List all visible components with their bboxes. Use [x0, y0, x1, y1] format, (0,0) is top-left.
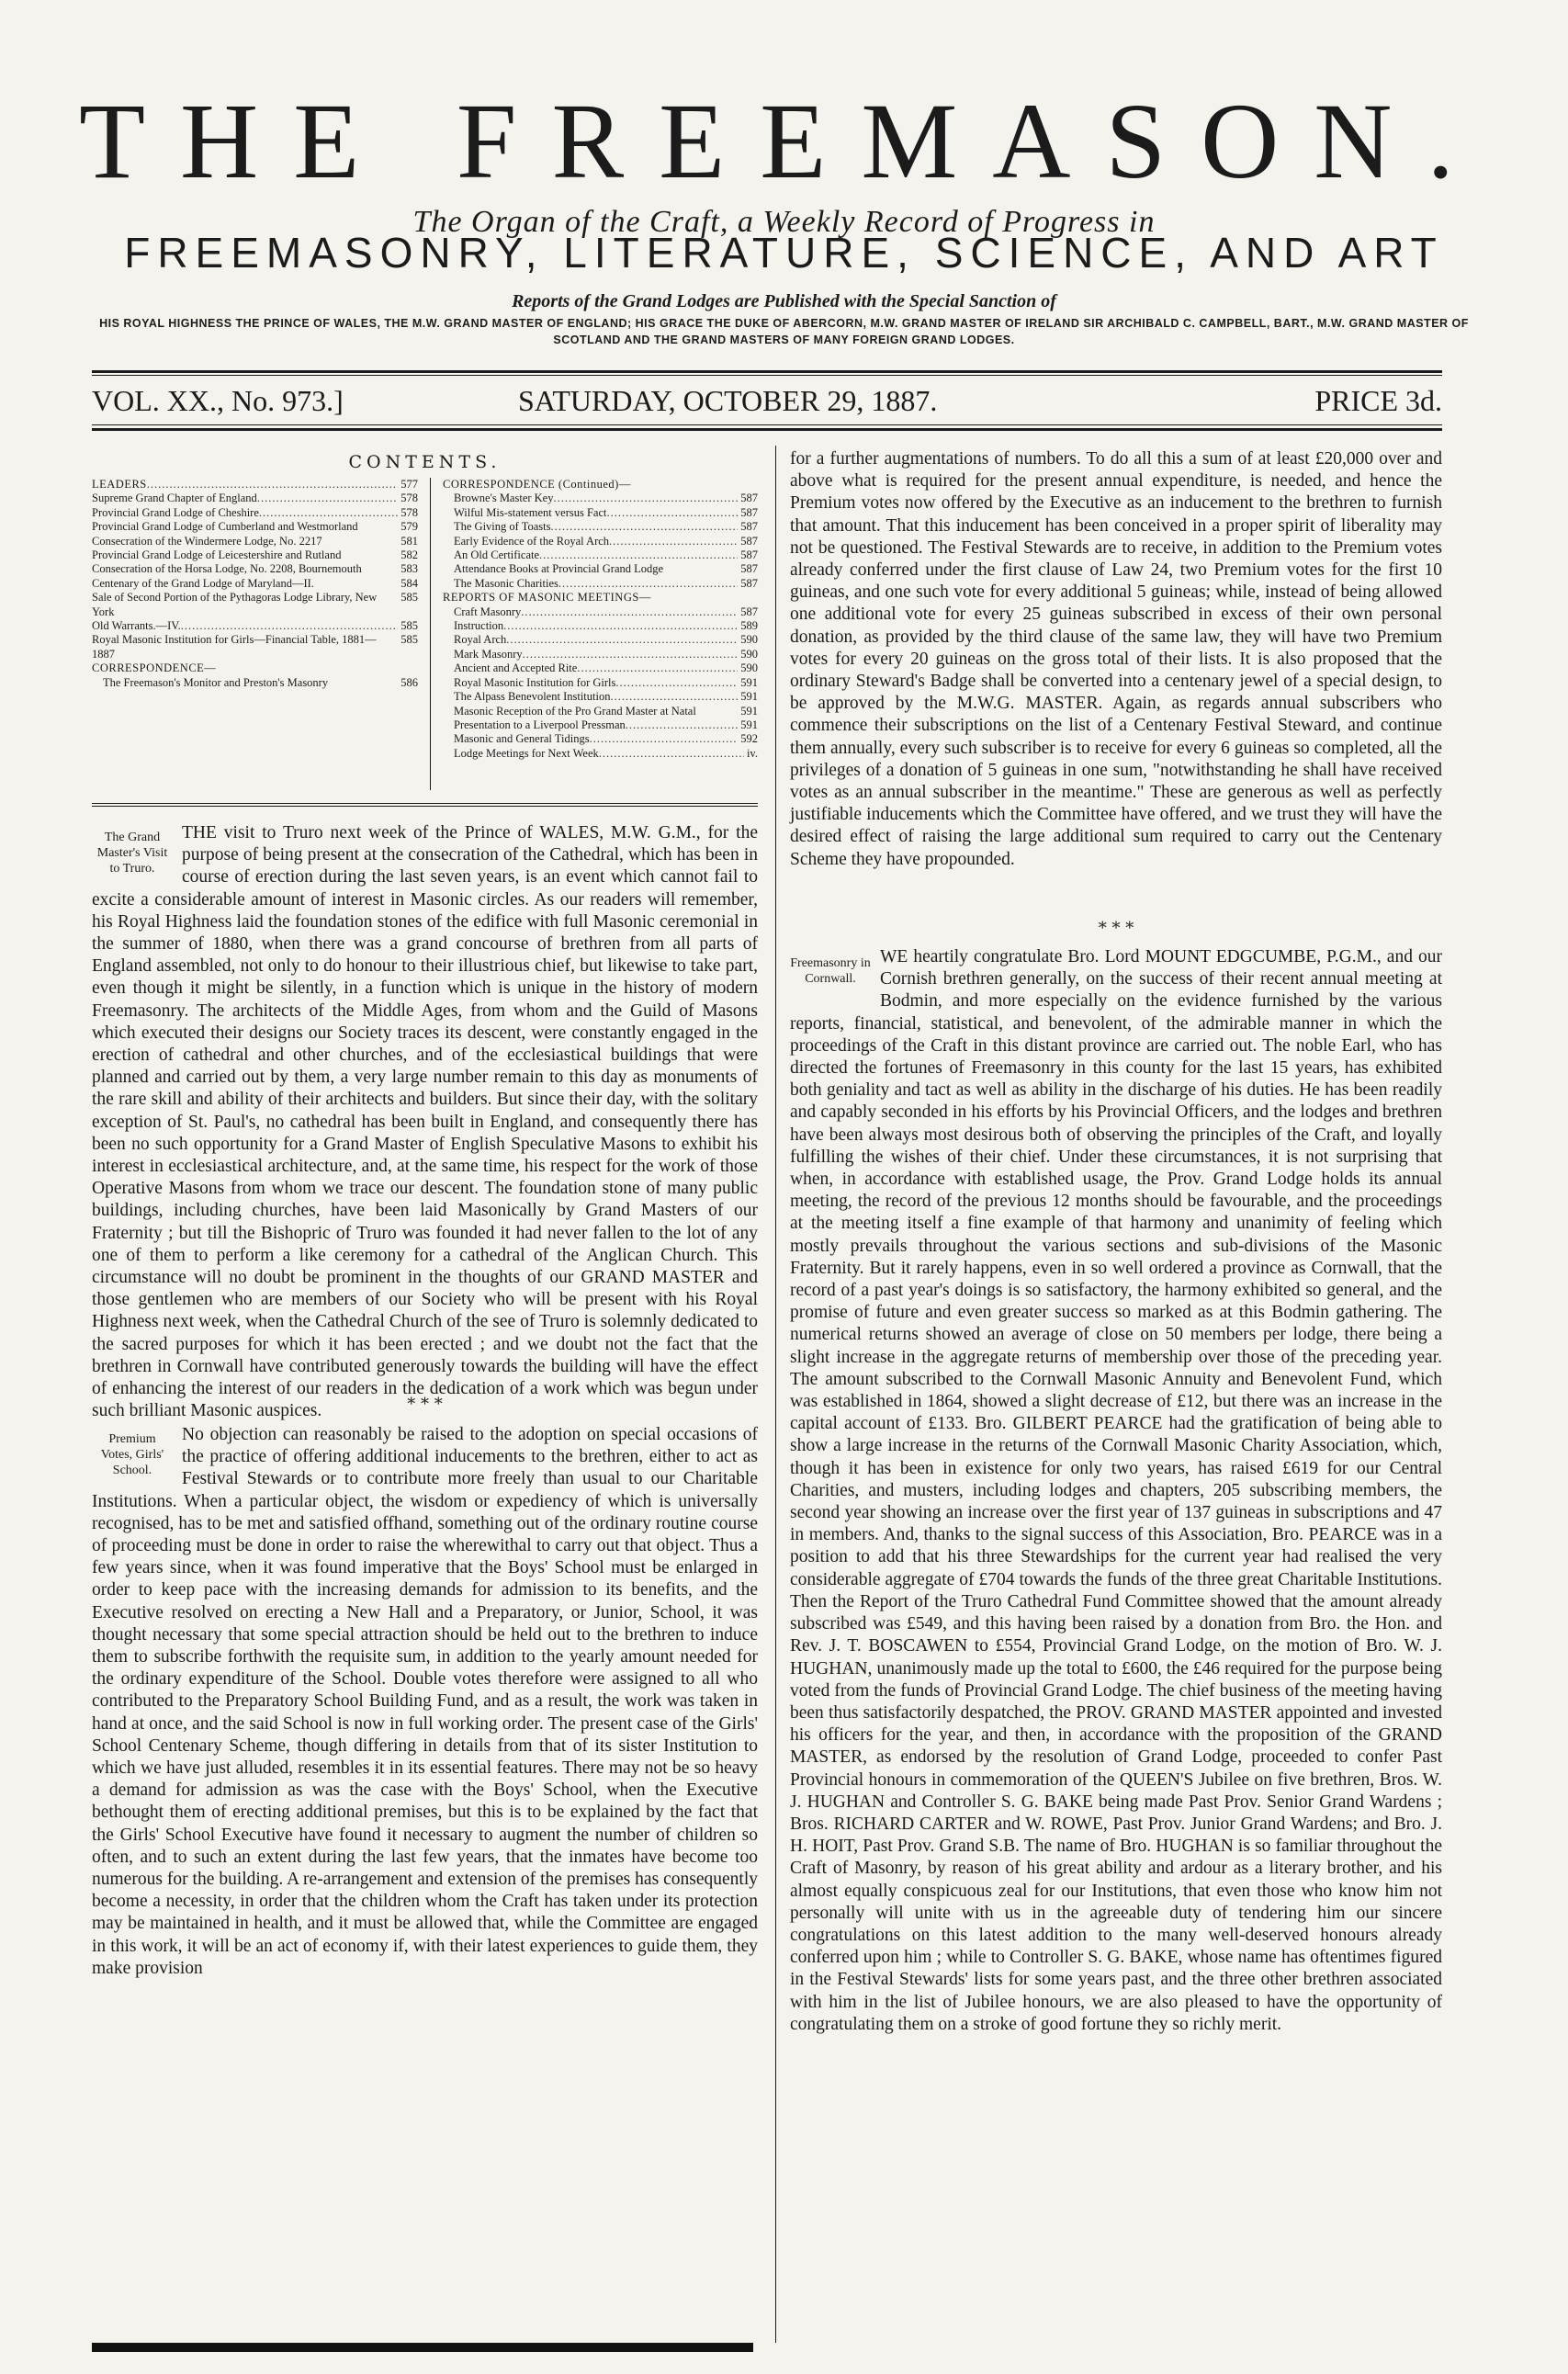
- toc-entry: Royal Masonic Institution for Girls ..... 591: [443, 676, 758, 690]
- article-premium-text: No objection can reasonably be raised to the adoption on special occasions of the practice of offering additional inducements to the brethren, either to act as Festival Stewards or to contribute more freely than usual to our Charitable Institutions. When a particular object, the wisdom or expediency of which is universally recognised, has to be met and satisfied offhand, something out of the ordinary routine course of proceeding must be done in order to raise the wherewithal to carry out that object. Thus a few years since, when it was found imperative that the Boys' School must be enlarged in order to keep pace with the increasing demands for admission to its benefits, and the Executive resolved on erecting a New Hall and a Preparatory, or Junior, School, it was thought necessary that some special attraction should be held out to the brethren to induce them to subscribe forthwith the requisite sum, in addition to the yearly amount needed for the ordinary expenditure of the School. Double votes therefore were assigned to all who contributed to the Preparatory School Building Fund, and as a result, the work was taken in hand at once, and the said School is now in full working order. The present case of the Girls' School Centenary Scheme, though differing in details from that of its sister Institution to which we have just alluded, resembles it in its essential features. There may not be so heavy a demand for admission as was the case with the Boys' School, when the Executive bethought them of erecting additional premises, but this is to be explained by the fact that the Girls' School Executive have found it necessary to augment the number of children so often, and to such an extent during the last few years, that the inmates have become too numerous for the building. A re-arrangement and extension of the premises has consequently become a necessity, in order that the children whom the Craft has taken under its protection may be maintained in health, and it must be allowed that, while the Committee are engaged in this work, it will be an act of economy if, with their latest experiences to guide them, they make provision: [92, 1425, 758, 1978]
- toc-entry: Ancient and Accepted Rite ..... 590: [443, 661, 758, 675]
- toc-entry: Instruction ..... 589: [443, 619, 758, 633]
- toc-entry: LEADERS ..... 577: [92, 478, 418, 492]
- article-truro: [92, 822, 758, 1422]
- toc-entry: CORRESPONDENCE (Continued)—: [443, 478, 631, 491]
- toc-entry: REPORTS OF MASONIC MEETINGS—: [443, 591, 651, 605]
- masthead-title: THE FREEMASON.: [78, 81, 1490, 201]
- sidenote-freemasonry-cornwall: Freemasonry in Cornwall.: [790, 956, 871, 986]
- masthead-organ-line: The Organ of the Craft, a Weekly Record of Progress in: [412, 205, 1156, 239]
- contents-divider: [430, 478, 431, 790]
- article-cornwall: [790, 946, 1442, 2343]
- toc-entry: Sale of Second Portion of the Pythagoras Lodge Library, New York 585: [92, 591, 418, 618]
- column-divider: [775, 446, 776, 2343]
- bottom-rule: [92, 2343, 753, 2352]
- toc-entry: Presentation to a Liverpool Pressman ..... 591: [443, 718, 758, 732]
- toc-entry: Craft Masonry ..... 587: [443, 605, 758, 619]
- contents-heading: CONTENTS.: [348, 452, 502, 472]
- article-truro-text: THE visit to Truro next week of the Prince of WALES, M.W. G.M., for the purpose of being present at the consecration of the Cathedral, which has been in course of erection during the last seven years, is an event which cannot fail to excite a considerable amount of interest in Masonic circles. As our readers will remember, his Royal Highness laid the foundation stones of the edifice with full Masonic ceremonial in the summer of 1880, when there was a grand concourse of brethren from all parts of England assembled, not only to do honour to their illustrious chief, but likewise to take part, even though it might be silently, in a function which is unique in the history of modern Freemasonry. The architects of the Middle Ages, from whom and the Guild of Masons which executed their designs our Society traces its descent, were constantly engaged in the erection of cathedral and other churches, and of the ecclesiastical buildings that were planned and carried out by them, a very large number remain to this day as monuments of the rare skill and ability of their architects and builders. But since their day, with the solitary exception of St. Paul's, no cathedral has been built in England, and consequently there has been no such opportunity for a Grand Master of English Speculative Masons to exhibit his interest in ecclesiastical architecture, and, at the same time, his respect for the work of those Operative Masons from whom we trace our descent. The foundation stone of many public buildings, including churches, have been laid Masonically by Grand Masters of our Fraternity ; but till the Bishopric of Truro was founded it had never fallen to the lot of any one of them to perform a like ceremony for a cathedral of the Anglican Church. This circumstance will no doubt be prominent in the thoughts of our GRAND MASTER and those gentlemen who are members of our Society who will be present with his Royal Highness next week, when the Cathedral Church of the see of Truro is solemnly dedicated to the sacred purposes for which it has been erected ; and we doubt not the fact that the brethren in Cornwall have contributed generously towards the building will have the effect of enhancing the interest of our readers in the dedication of a work which was begun under such brilliant Masonic auspices.: [92, 823, 758, 1421]
- article-premium-continued: [790, 448, 1442, 871]
- toc-entry: Old Warrants.—IV. ..... 585: [92, 619, 418, 633]
- toc-entry: Lodge Meetings for Next Week ..... iv.: [443, 747, 758, 761]
- toc-entry: Attendance Books at Provincial Grand Lodge 587: [454, 562, 758, 576]
- toc-entry: The Giving of Toasts ..... 587: [443, 520, 758, 534]
- toc-entry: Centenary of the Grand Lodge of Maryland—II. 584: [92, 576, 418, 590]
- toc-entry: Supreme Grand Chapter of England ..... 578: [92, 492, 418, 505]
- contents-left: [92, 478, 418, 690]
- ornament: * * *: [1098, 919, 1134, 938]
- toc-entry: Consecration of the Windermere Lodge, No. 2217 581: [92, 534, 418, 548]
- toc-entry: Masonic Reception of the Pro Grand Master at Natal 591: [454, 704, 758, 718]
- ornament: * * *: [407, 1395, 443, 1414]
- masthead-subtitle: FREEMASONRY, LITERATURE, SCIENCE, AND ART: [124, 229, 1444, 277]
- issue-price: PRICE 3d.: [1314, 384, 1442, 417]
- toc-entry: Masonic and General Tidings ..... 592: [443, 732, 758, 746]
- rule: [92, 803, 758, 804]
- toc-entry: Mark Masonry ..... 590: [443, 648, 758, 661]
- toc-entry: Royal Masonic Institution for Girls—Financial Table, 1881—1887 585: [92, 633, 418, 661]
- masthead-reports-line: Reports of the Grand Lodges are Published with the Special Sanction of: [512, 291, 1056, 311]
- sidenote-grand-master: The Grand Master's Visit to Truro.: [96, 831, 168, 876]
- toc-entry: CORRESPONDENCE—: [92, 661, 217, 675]
- sidenote-premium-votes: Premium Votes, Girls' School.: [100, 1432, 164, 1477]
- rule: [92, 370, 1442, 373]
- article-premium-continued-text: for a further augmentations of numbers. To do all this a sum of at least £20,000 over and above what is required for the present annual expenditure, is needed, and hence the Premium votes now offered by the Executive as an inducement to the brethren to furnish that amount. That this inducement has been conceived in a proper spirit of liberality may not be questioned. The Festival Stewards are to receive, in addition to the Premium votes already conferred under the first clause of Law 24, two Premium votes for the first 10 guineas, and one such vote for every additional 5 guineas; while, instead of being allowed one additional vote for every 25 guineas subscribed in excess of their own personal donation, as provided by the third clause of the same law, they will have two Premium votes for every 20 guineas on the gross total of their lists. It is also proposed that the ordinary Steward's Badge shall be converted into a centenary jewel of a special design, to be approved by the M.W.G. MASTER. Again, as regards annual subscribers who commence their subscriptions on the list of a Centenary Festival Steward, and continue them annually, every such subscriber is to receive for every 6 guineas so completed, all the privileges of a donation of 5 guineas in one sum, "notwithstanding he shall have received votes as an annual subscriber in the meantime." These are generous as well as perfectly justifiable inducements which the Committee have offered, and we trust they will have the desired effect of raising the large additional sum required to carry out the Centenary Scheme they have propounded.: [790, 449, 1442, 869]
- toc-entry: Provincial Grand Lodge of Leicestershire and Rutland 582: [92, 548, 418, 562]
- masthead-patrons: HIS ROYAL HIGHNESS THE PRINCE OF WALES, THE M.W. GRAND MASTER OF ENGLAND; HIS GRACE THE DUKE OF ABERCORN, M.W. GRAND MASTER OF IRELAND SIR ARCHIBALD C. CAMPBELL, BART., M.W. GRAND MASTER OF SCOTLAND AND THE GRAND MASTERS OF MANY FOREIGN GRAND LODGES.: [99, 317, 1469, 346]
- toc-entry: Early Evidence of the Royal Arch ..... 587: [443, 535, 758, 548]
- rule: [92, 424, 1442, 425]
- rule: [92, 806, 758, 807]
- toc-entry: An Old Certificate ..... 587: [443, 548, 758, 562]
- article-cornwall-text: WE heartily congratulate Bro. Lord MOUNT EDGCUMBE, P.G.M., and our Cornish brethren generally, on the success of their recent annual meeting at Bodmin, and more especially on the evidence furnished by the various reports, financial, statistical, and benevolent, of the admirable manner in which the proceedings of the Craft in this distant province are carried out. The noble Earl, who has directed the fortunes of Freemasonry in this county for the last 15 years, has exhibited both geniality and tact as well as ability in the discharge of his duties. He has been readily and capably seconded in his efforts by his Provincial Officers, and the lodges and brethren have been always most desirous both of observing the principles of the Craft, and loyally fulfilling the wishes of their chief. Under these circumstances, it is not surprising that when, in accordance with established usage, the Prov. Grand Lodge holds its annual meeting, the record of the previous 12 months should be favourable, and the proceedings at the meeting itself a fine example of that harmony and unanimity of feeling which mostly prevails throughout the various sections and sub-divisions of the Masonic Fraternity. But it rarely happens, even in so well ordered a province as Cornwall, that the record of a past year's doings is so satisfactory, the harmony exhibited so general, and the promise of future and even greater success so marked as at this Bodmin gathering. The numerical returns showed an average of close on 50 members per lodge, there being a slight increase in the aggregate returns of membership over those of the preceding year. The amount subscribed to the Cornwall Masonic Annuity and Benevolent Fund, which was established in 1864, showed a slight decrease of £12, but there was an increase in the capital account of £133. Bro. GILBERT PEARCE had the gratification of being able to show a large increase in the returns of the Cornwall Masonic Charity Association, which, though it has been in existence for only two years, has raised £619 for our Central Charities, and musters, including lodges and chapters, 205 subscribing members, the second year showing an increase over the first year of 137 guineas in subscriptions and 47 in members. And, thanks to the signal success of this Association, Bro. PEARCE was in a position to add that his three Stewardships for the current year had realised the very considerable aggregate of £704 towards the funds of the three great Charitable Institutions. Then the Report of the Truro Cathedral Fund Committee showed that the amount already subscribed was £549, and this having been raised by a donation from Bro. the Hon. and Rev. J. T. BOSCAWEN to £554, Provincial Grand Lodge, on the motion of Bro. W. J. HUGHAN, unanimously made up the total to £600, the £46 required for the purpose being voted from the funds of Provincial Grand Lodge. The chief business of the meeting having been thus satisfactorily despatched, the PROV. GRAND MASTER appointed and invested his officers for the year, and then, in accordance with the proposition of the GRAND MASTER, as endorsed by the resolution of Grand Lodge, proceeded to confer Past Provincial honours in commemoration of the QUEEN'S Jubilee on five brethren, Bros. W. J. HUGHAN and Controller S. G. BAKE being made Past Prov. Senior Grand Wardens ; Bros. RICHARD CARTER and W. ROWE, Past Prov. Junior Grand Wardens; and Bro. J. H. HOIT, Past Prov. Grand S.B. The name of Bro. HUGHAN is so familiar throughout the Craft of Masonry, by reason of his great ability and ardour as a literary brother, and his almost equally conspicuous zeal for our Institutions, that even those who know him not personally will unite with us in the agreeable duty of tendering him our sincere congratulations on this latest addition to the many well-deserved honours already conferred upon him ; while to Controller S. G. BAKE, whose name has oftentimes figured in the Festival Stewards' lists for some years past, and the three other brethren associated with him in the list of Jubilee honours, we are also pleased to have the opportunity of congratulating them on a stroke of good fortune they so richly merit.: [790, 947, 1442, 2034]
- rule: [92, 428, 1442, 431]
- toc-entry: Provincial Grand Lodge of Cumberland and Westmorland 579: [92, 520, 418, 534]
- contents-right: [443, 478, 758, 761]
- toc-entry: The Alpass Benevolent Institution ..... 591: [443, 690, 758, 704]
- toc-entry: Consecration of the Horsa Lodge, No. 2208, Bournemouth 583: [92, 562, 418, 576]
- toc-entry: The Masonic Charities ..... 587: [443, 577, 758, 591]
- toc-entry: Provincial Grand Lodge of Cheshire ..... 578: [92, 506, 418, 520]
- issue-date: SATURDAY, OCTOBER 29, 1887.: [518, 384, 938, 417]
- toc-entry: The Freemason's Monitor and Preston's Masonry 586: [103, 675, 418, 689]
- toc-entry: Royal Arch ..... 590: [443, 633, 758, 647]
- rule: [92, 375, 1442, 376]
- toc-entry: Browne's Master Key ..... 587: [443, 492, 758, 505]
- toc-entry: Wilful Mis-statement versus Fact ..... 587: [443, 506, 758, 520]
- issue-volume: VOL. XX., No. 973.]: [92, 384, 344, 417]
- article-premium-votes: [92, 1424, 758, 2338]
